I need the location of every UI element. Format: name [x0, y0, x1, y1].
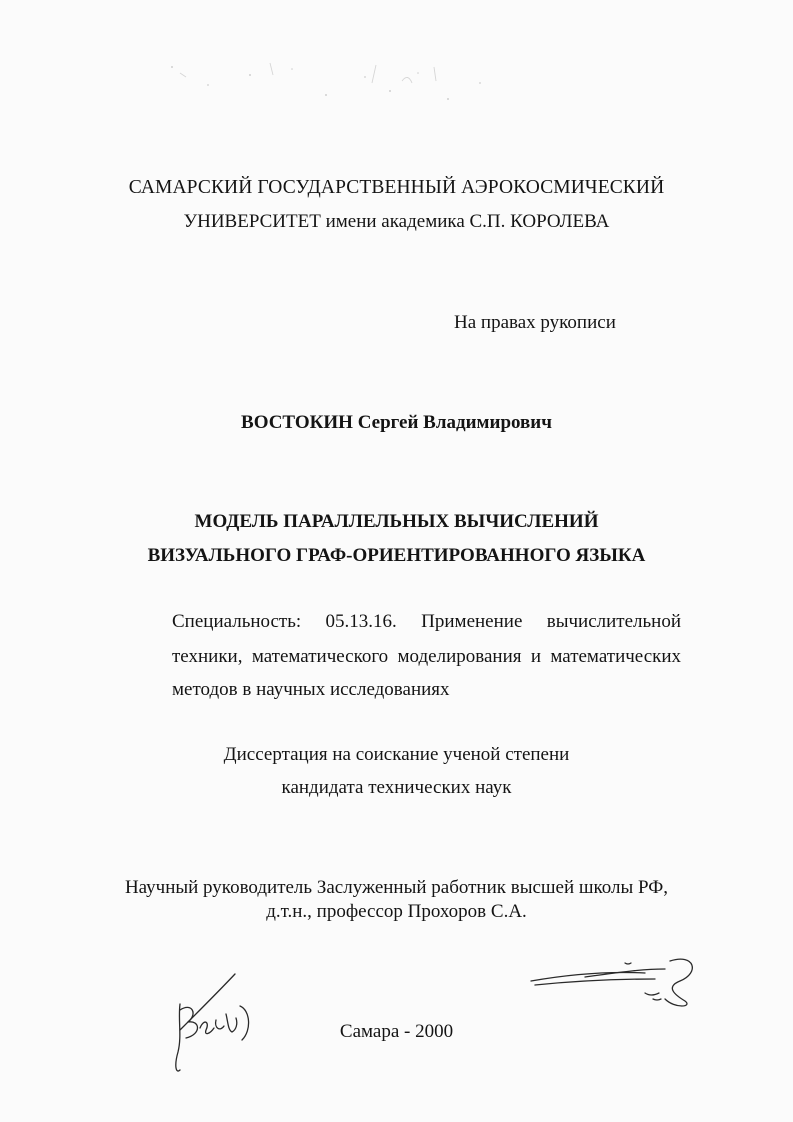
specialty-line-2	[172, 645, 681, 669]
specialty-word: Специальность:	[172, 611, 302, 632]
specialty-word: моделирования	[397, 646, 522, 667]
institution-line-2: УНИВЕРСИТЕТ имени академика С.П. КОРОЛЕВА	[183, 211, 610, 232]
specialty-word: техники,	[172, 646, 243, 667]
manuscript-note: На правах рукописи	[454, 312, 616, 333]
title-line-1: МОДЕЛЬ ПАРАЛЛЕЛЬНЫХ ВЫЧИСЛЕНИЙ	[194, 511, 599, 532]
supervisor-line-1: Научный руководитель Заслуженный работник высшей школы РФ,	[124, 877, 669, 898]
specialty-word: Применение	[421, 611, 523, 632]
specialty-word: 05.13.16.	[325, 611, 397, 632]
place-year: Самара - 2000	[339, 1021, 454, 1042]
scan-speckles	[150, 55, 510, 115]
specialty-word: вычислительной	[546, 611, 681, 632]
dissertation-line-1: Диссертация на соискание ученой степени	[223, 744, 570, 765]
specialty-word: математического	[251, 646, 389, 667]
author-name: ВОСТОКИН Сергей Владимирович	[241, 412, 552, 433]
supervisor-line-2: д.т.н., профессор Прохоров С.А.	[266, 901, 527, 922]
specialty-word: и	[530, 646, 542, 667]
title-line-2: ВИЗУАЛЬНОГО ГРАФ-ОРИЕНТИРОВАННОГО ЯЗЫКА	[147, 545, 646, 566]
supervisor-signature	[525, 955, 705, 1010]
dissertation-line-2: кандидата технических наук	[281, 777, 512, 798]
specialty-word: математических	[550, 646, 682, 667]
specialty-line-1	[172, 610, 681, 634]
institution-line-1: САМАРСКИЙ ГОСУДАРСТВЕННЫЙ АЭРОКОСМИЧЕСКИЙ	[128, 177, 665, 198]
specialty-line-3: методов в научных исследованиях	[172, 679, 450, 700]
